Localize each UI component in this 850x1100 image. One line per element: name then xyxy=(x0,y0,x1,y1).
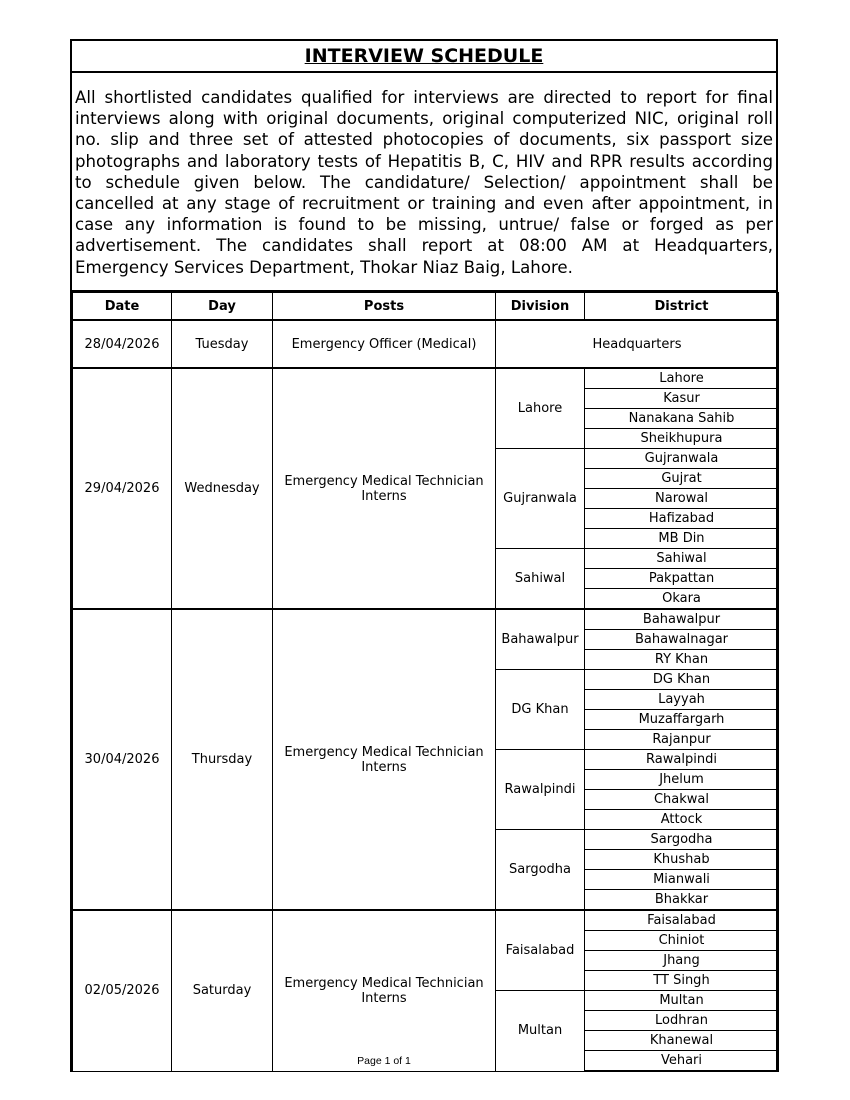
district-cell: Rawalpindi xyxy=(585,750,779,770)
district-cell: Bahawalnagar xyxy=(585,630,779,650)
district-cell: TT Singh xyxy=(585,971,779,991)
district-cell: Chakwal xyxy=(585,790,779,810)
post-cell: Emergency Officer (Medical) xyxy=(273,320,496,368)
district-cell: Gujrat xyxy=(585,469,779,489)
intro-paragraph: All shortlisted candidates qualified for interviews are directed to report for final interviews along with original documents, original computerized NIC, original roll no. slip and three set of attested photocopies of documents, six passport size photographs and laboratory tests of Hepatitis B, C, HIV and RPR results according to schedule given below. The candidature/ Selection/ appointment shall be cancelled at any stage of recruitment or training and even after appointment, in case any information is found to be missing, untrue/ false or forged as per advertisement. The candidates shall report at 08:00 AM at Headquarters, Emergency Services Department, Thokar Niaz Baig, Lahore. xyxy=(72,73,776,292)
day-cell xyxy=(172,910,273,1071)
district-cell: Layyah xyxy=(585,690,779,710)
district-cell: Khushab xyxy=(585,850,779,870)
day-cell-text: Saturday xyxy=(192,983,252,999)
district-cell: Bahawalpur xyxy=(585,609,779,630)
post-cell-text: Emergency Medical Technician Interns xyxy=(284,744,484,775)
post-cell xyxy=(273,368,496,609)
date-cell-text: 30/04/2026 xyxy=(84,752,160,767)
header-day: Day xyxy=(172,293,273,321)
district-cell: Kasur xyxy=(585,389,779,409)
post-cell xyxy=(273,910,496,1071)
table-row xyxy=(73,368,779,389)
table-row xyxy=(73,320,779,368)
district-cell: Attock xyxy=(585,810,779,830)
page-number: Page 1 of 1 xyxy=(357,1054,411,1067)
district-cell: Lodhran xyxy=(585,1011,779,1031)
district-cell: Jhang xyxy=(585,951,779,971)
day-cell-text: Thursday xyxy=(191,752,253,767)
division-cell: Sahiwal xyxy=(496,549,585,610)
page-title: INTERVIEW SCHEDULE xyxy=(72,41,776,73)
district-cell: Gujranwala xyxy=(585,449,779,469)
division-cell: Lahore xyxy=(496,368,585,449)
district-cell: Pakpattan xyxy=(585,569,779,589)
division-cell: DG Khan xyxy=(496,670,585,750)
date-cell xyxy=(73,910,172,1071)
date-cell xyxy=(73,609,172,910)
schedule-sheet xyxy=(70,39,778,1072)
table-row xyxy=(73,609,779,630)
post-cell xyxy=(273,609,496,910)
district-cell: Muzaffargarh xyxy=(585,710,779,730)
post-cell-text: Emergency Medical Technician Interns xyxy=(284,975,484,1006)
date-cell xyxy=(73,368,172,609)
table-row xyxy=(73,910,779,931)
district-cell: Khanewal xyxy=(585,1031,779,1051)
district-cell: Rajanpur xyxy=(585,730,779,750)
district-cell: Chiniot xyxy=(585,931,779,951)
district-cell: DG Khan xyxy=(585,670,779,690)
district-cell: Hafizabad xyxy=(585,509,779,529)
header-date: Date xyxy=(73,293,172,321)
division-cell: Multan xyxy=(496,991,585,1072)
division-cell: Rawalpindi xyxy=(496,750,585,830)
division-cell: Faisalabad xyxy=(496,910,585,991)
district-cell: Narowal xyxy=(585,489,779,509)
day-cell: Tuesday xyxy=(172,320,273,368)
header-division: Division xyxy=(496,293,585,321)
day-cell xyxy=(172,609,273,910)
date-cell-text: 02/05/2026 xyxy=(84,983,160,999)
date-cell: 28/04/2026 xyxy=(73,320,172,368)
day-cell-text: Wednesday xyxy=(184,481,260,496)
district-cell: Multan xyxy=(585,991,779,1011)
division-cell: Sargodha xyxy=(496,830,585,911)
district-cell: Lahore xyxy=(585,368,779,389)
header-posts: Posts xyxy=(273,293,496,321)
district-cell: Sheikhupura xyxy=(585,429,779,449)
district-cell: Mianwali xyxy=(585,870,779,890)
division-cell: Gujranwala xyxy=(496,449,585,549)
district-cell: Sargodha xyxy=(585,830,779,850)
district-cell: Bhakkar xyxy=(585,890,779,911)
date-cell-text: 29/04/2026 xyxy=(84,481,160,496)
header-district: District xyxy=(585,293,779,321)
district-cell: Vehari xyxy=(585,1051,779,1072)
day-cell xyxy=(172,368,273,609)
division-cell: Bahawalpur xyxy=(496,609,585,670)
schedule-table xyxy=(72,292,779,1072)
district-cell: RY Khan xyxy=(585,650,779,670)
table-header-row xyxy=(73,293,779,321)
district-cell: Sahiwal xyxy=(585,549,779,569)
district-cell: Okara xyxy=(585,589,779,610)
district-cell: Jhelum xyxy=(585,770,779,790)
location-cell: Headquarters xyxy=(496,320,779,368)
district-cell: Faisalabad xyxy=(585,910,779,931)
district-cell: Nanakana Sahib xyxy=(585,409,779,429)
post-cell-text: Emergency Medical Technician Interns xyxy=(284,473,484,504)
district-cell: MB Din xyxy=(585,529,779,549)
